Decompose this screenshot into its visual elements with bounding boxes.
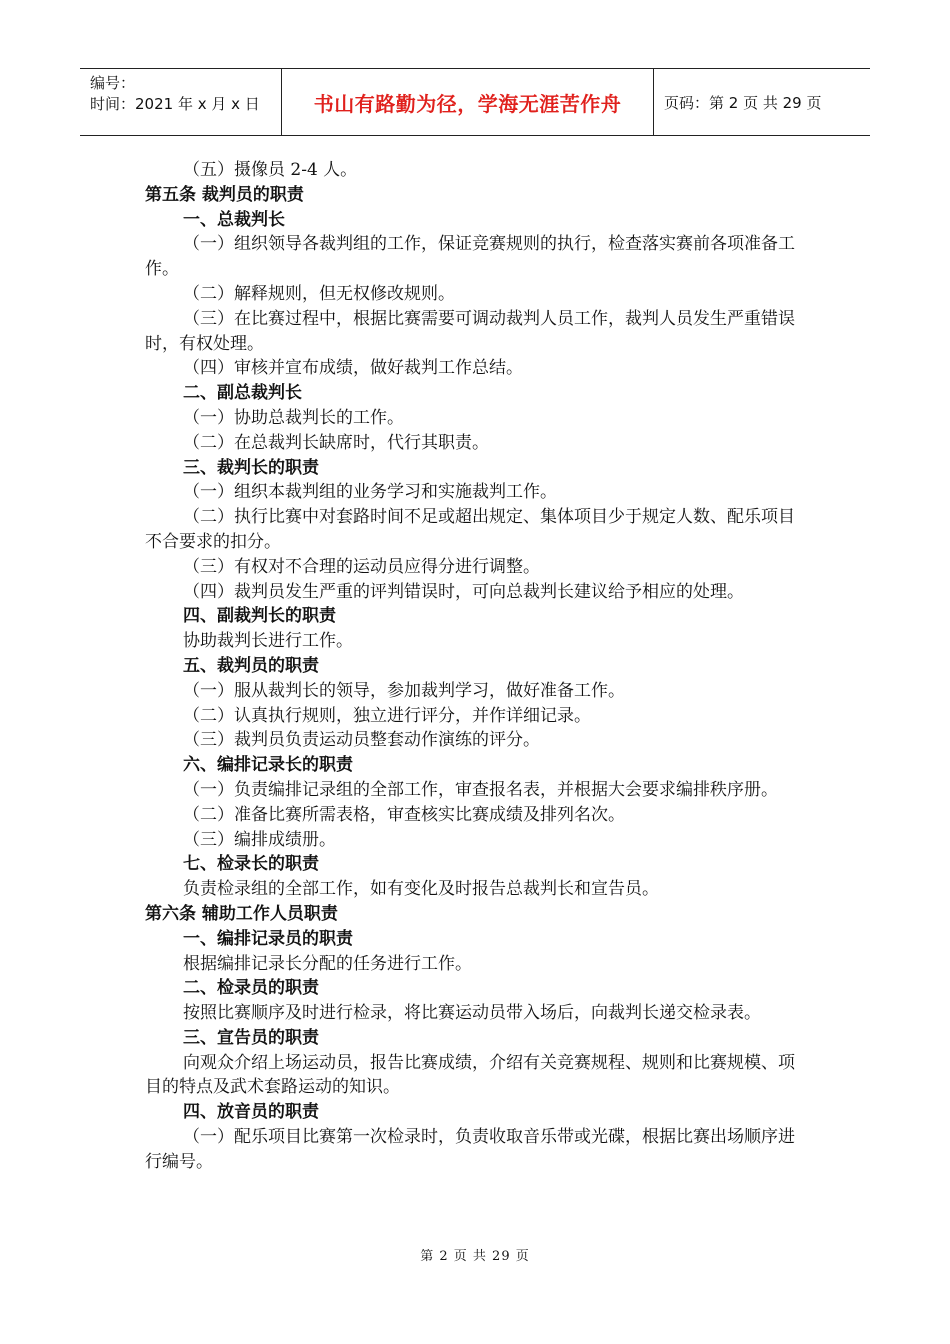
paragraph: 协助裁判长进行工作。	[183, 631, 353, 652]
header-page-number: 页码：第 2 页 共 29 页	[664, 93, 822, 112]
paragraph: （二）在总裁判长缺席时，代行其职责。	[183, 432, 489, 453]
paragraph: （三）在比赛过程中，根据比赛需要可调动裁判人员工作，裁判人员发生严重错误时，有权处理。	[145, 308, 795, 354]
paragraph: （一）服从裁判长的领导，参加裁判学习，做好准备工作。	[183, 680, 625, 701]
section-heading: 三、宣告员的职责	[183, 1027, 319, 1048]
paragraph: （四）裁判员发生严重的评判错误时，可向总裁判长建议给予相应的处理。	[183, 581, 744, 602]
paragraph: 向观众介绍上场运动员，报告比赛成绩，介绍有关竞赛规程、规则和比赛规模、项目的特点及武术套路运动的知识。	[145, 1052, 795, 1098]
header-number: 编号：	[90, 74, 136, 92]
header-date: 时间：2021 年 x 月 x 日	[90, 95, 260, 113]
header-meta	[80, 69, 282, 135]
paragraph: （一）组织领导各裁判组的工作，保证竞赛规则的执行，检查落实赛前各项准备工作。	[145, 234, 795, 280]
paragraph: （二）准备比赛所需表格，审查核实比赛成绩及排列名次。	[183, 804, 625, 825]
paragraph: （一）协助总裁判长的工作。	[183, 407, 404, 428]
paragraph: （三）编排成绩册。	[183, 829, 336, 850]
page-footer: 第 2 页 共 29 页	[420, 1249, 530, 1264]
section-heading: 二、检录员的职责	[183, 978, 319, 999]
document-body	[145, 158, 810, 1175]
section-heading: 六、编排记录长的职责	[183, 755, 353, 776]
paragraph: （五）摄像员 2-4 人。	[183, 160, 358, 180]
paragraph: 根据编排记录长分配的任务进行工作。	[183, 953, 472, 974]
header-motto: 书山有路勤为径，学海无涯苦作舟	[282, 69, 654, 135]
paragraph: （四）审核并宣布成绩，做好裁判工作总结。	[183, 358, 523, 379]
section-heading: 四、副裁判长的职责	[183, 606, 336, 627]
paragraph: 按照比赛顺序及时进行检录，将比赛运动员带入场后，向裁判长递交检录表。	[183, 1003, 761, 1024]
paragraph: （一）负责编排记录组的全部工作，审查报名表，并根据大会要求编排秩序册。	[183, 779, 778, 800]
paragraph: 负责检录组的全部工作，如有变化及时报告总裁判长和宣告员。	[183, 879, 659, 900]
paragraph: （三）有权对不合理的运动员应得分进行调整。	[183, 556, 540, 577]
paragraph: （三）裁判员负责运动员整套动作演练的评分。	[183, 730, 540, 751]
paragraph: （二）认真执行规则，独立进行评分，并作详细记录。	[183, 705, 591, 726]
section-heading: 三、裁判长的职责	[183, 457, 319, 478]
section-heading: 七、检录长的职责	[183, 854, 319, 875]
section-heading: 四、放音员的职责	[183, 1102, 319, 1123]
section-heading: 五、裁判员的职责	[183, 655, 319, 676]
section-heading: 一、总裁判长	[183, 209, 285, 230]
section-heading: 第五条 裁判员的职责	[145, 184, 304, 205]
paragraph: （一）配乐项目比赛第一次检录时，负责收取音乐带或光碟，根据比赛出场顺序进行编号。	[145, 1127, 795, 1172]
page-header	[80, 68, 870, 136]
paragraph: （一）组织本裁判组的业务学习和实施裁判工作。	[183, 482, 557, 503]
section-heading: 二、副总裁判长	[183, 383, 302, 404]
paragraph: （二）解释规则，但无权修改规则。	[183, 283, 455, 304]
section-heading: 第六条 辅助工作人员职责	[145, 903, 338, 924]
paragraph: （二）执行比赛中对套路时间不足或超出规定、集体项目少于规定人数、配乐项目不合要求的扣分。	[145, 507, 795, 552]
section-heading: 一、编排记录员的职责	[183, 928, 353, 949]
